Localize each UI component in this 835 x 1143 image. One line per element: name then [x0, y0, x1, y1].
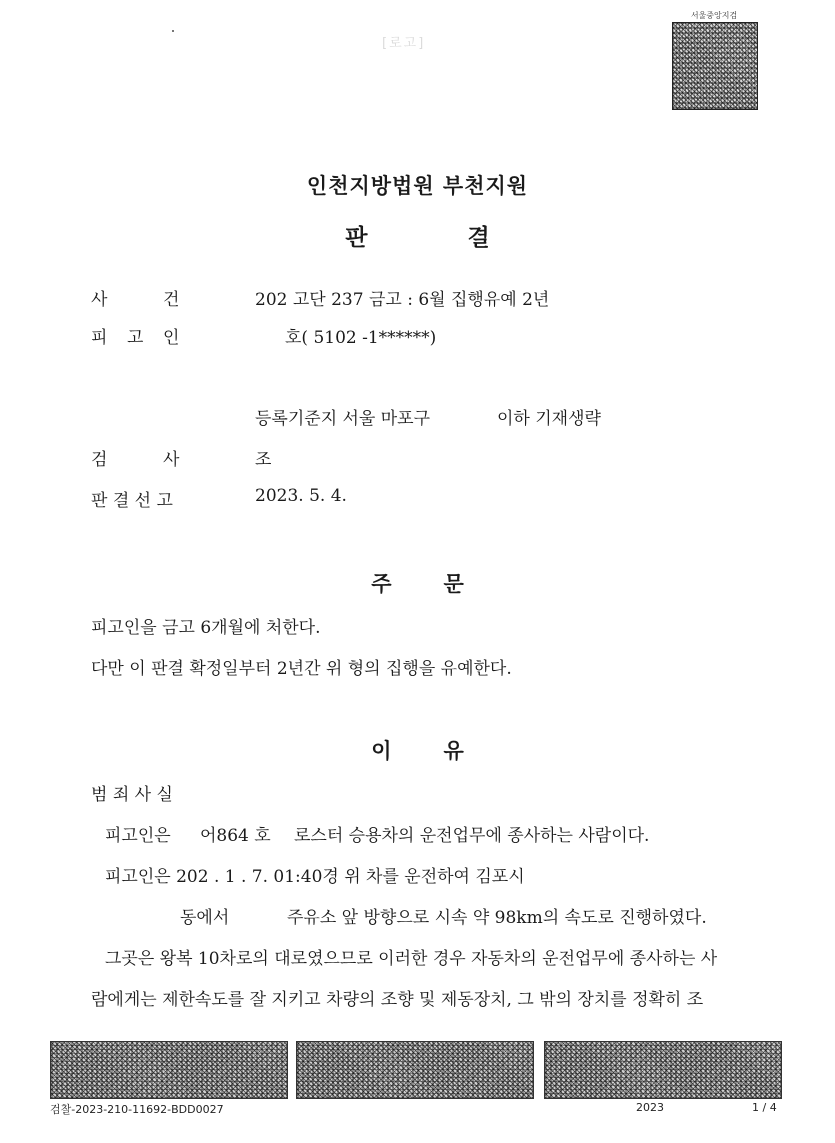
reason-p2: 피고인은 202 . 1 . 7. 01:40경 위 차를 운전하여 김포시	[105, 867, 525, 887]
reason-p5: 람에게는 제한속도를 잘 지키고 차량의 조향 및 제동장치, 그 밖의 장치를 정확히 조	[91, 990, 704, 1010]
order-heading-char-1: 주	[371, 571, 392, 596]
reason-heading-char-2: 유	[443, 738, 464, 763]
reason-p3-b: 주유소 앞 방향으로 시속 약 98km의 속도로 진행하였다.	[287, 908, 707, 928]
case-label-2: 건	[163, 290, 180, 310]
prosecutor-value: 조	[255, 450, 272, 470]
barcode-image-3	[544, 1041, 782, 1099]
title-char-2: 결	[467, 224, 490, 251]
reason-p1-a: 피고인은	[105, 826, 171, 846]
title-char-1: 판	[345, 224, 368, 251]
case-value: 202 고단 237 금고 : 6월 집행유예 2년	[255, 290, 550, 310]
order-heading	[0, 568, 835, 598]
footer-doc-id: 검찰-2023-210-11692-BDD0027	[50, 1103, 224, 1116]
reason-p1-b: 어864 호	[200, 826, 271, 846]
case-label-1: 사	[91, 290, 108, 310]
barcode-image-1	[50, 1041, 288, 1099]
prosecutor-label-1: 검	[91, 450, 108, 470]
document-title	[0, 219, 835, 252]
order-line-2: 다만 이 판결 확정일부터 2년간 위 형의 집행을 유예한다.	[91, 659, 512, 679]
prosecutor-label-2: 사	[163, 450, 180, 470]
verdict-date-label: 판 결 선 고	[91, 491, 173, 511]
qr-code-image	[672, 22, 758, 110]
court-name: 인천지방법원 부천지원	[306, 173, 529, 198]
order-heading-char-2: 문	[443, 571, 464, 596]
barcode-image-2	[296, 1041, 534, 1099]
defendant-label-1: 피	[91, 328, 108, 348]
reason-heading-char-1: 이	[371, 738, 392, 763]
defendant-label-2: 고	[127, 328, 144, 348]
reason-p4: 그곳은 왕복 10차로의 대로였으므로 이러한 경우 자동차의 운전업무에 종사하는 사	[105, 949, 718, 969]
order-line-1: 피고인을 금고 6개월에 처한다.	[91, 618, 321, 638]
footer-page-number: 1 / 4	[752, 1101, 777, 1114]
reason-p1-c: 로스터 승용차의 운전업무에 종사하는 사람이다.	[294, 826, 650, 846]
stamp-label: 서울중앙지검	[690, 11, 738, 20]
verdict-date-value: 2023. 5. 4.	[255, 486, 347, 506]
reason-subheading: 범 죄 사 실	[91, 785, 173, 805]
reason-heading	[0, 735, 835, 765]
faint-stamp-mark: [로고]	[382, 36, 426, 51]
defendant-value: 호( 5102 -1******)	[285, 328, 437, 348]
address-value: 등록기준지 서울 마포구	[255, 409, 431, 429]
defendant-label-3: 인	[163, 328, 180, 348]
reason-p3-a: 동에서	[180, 908, 230, 928]
address-note: 이하 기재생략	[497, 409, 601, 429]
footer-year: 2023	[636, 1101, 664, 1114]
scan-speck	[172, 30, 174, 32]
